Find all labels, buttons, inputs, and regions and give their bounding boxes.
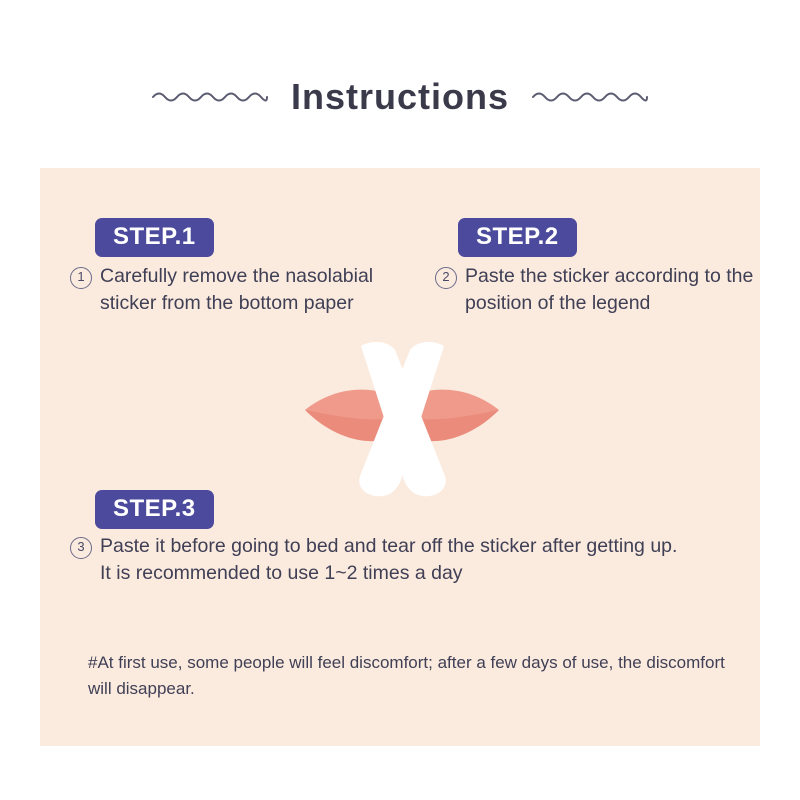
step-1-number: 1 (70, 267, 92, 289)
step-1-text (70, 263, 400, 317)
instructions-panel (40, 168, 760, 746)
lips-with-x-sticker-illustration (295, 338, 510, 513)
step-2-description: Paste the sticker according to the position of the legend (465, 265, 754, 314)
step-3-description: Paste it before going to bed and tear off the sticker after getting up. It is recommended to use 1~2 times a day (100, 535, 678, 584)
step-3-text (70, 533, 690, 587)
step-3-badge: STEP.3 (95, 490, 214, 529)
step-3-number: 3 (70, 537, 92, 559)
step-2-number: 2 (435, 267, 457, 289)
page-header (0, 66, 800, 128)
wave-squiggle-icon (151, 89, 269, 105)
step-1-badge: STEP.1 (95, 218, 214, 257)
page-title: Instructions (290, 76, 509, 117)
footnote-text: #At first use, some people will feel discomfort; after a few days of use, the discomfort will disappear. (88, 653, 725, 698)
wave-squiggle-icon (531, 89, 649, 105)
step-2-text (435, 263, 780, 317)
step-2-badge: STEP.2 (458, 218, 577, 257)
step-1-description: Carefully remove the nasolabial sticker from the bottom paper (100, 265, 374, 314)
